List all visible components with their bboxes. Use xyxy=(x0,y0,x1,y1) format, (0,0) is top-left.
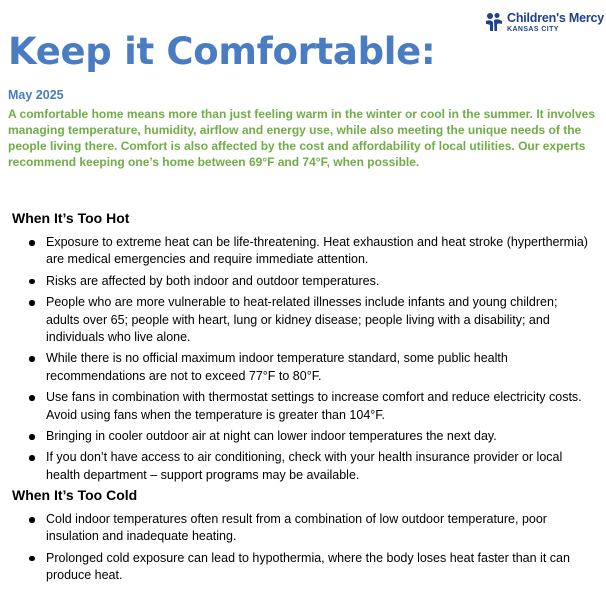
logo-name: Children's Mercy xyxy=(507,11,605,25)
childrens-mercy-logo xyxy=(485,12,604,33)
logo-subtitle: KANSAS CITY xyxy=(507,25,559,33)
section-heading-too-hot: When It’s Too Hot xyxy=(12,210,130,226)
too-hot-list xyxy=(0,234,600,488)
section-heading-too-cold: When It’s Too Cold xyxy=(12,487,138,503)
list-item: People who are more vulnerable to heat-related illnesses include infants and young children; adults over 65; people with heart, lung or kidney disease; people living with a disability; and individuals who live alone. xyxy=(0,294,600,346)
list-item: Risks are affected by both indoor and outdoor temperatures. xyxy=(0,273,600,290)
list-item: Exposure to extreme heat can be life-threatening. Heat exhaustion and heat stroke (hyperthermia) are medical emergencies and require immediate attention. xyxy=(0,234,600,269)
too-cold-list xyxy=(0,511,600,589)
list-item: Cold indoor temperatures often result from a combination of low outdoor temperature, poor insulation and inadequate heating. xyxy=(0,511,600,546)
childrens-mercy-logo-icon xyxy=(485,12,503,32)
list-item: Use fans in combination with thermostat settings to increase comfort and reduce electricity costs. Avoid using fans when the temperature is greater than 104°F. xyxy=(0,389,600,424)
publication-date: May 2025 xyxy=(8,88,64,102)
list-item: If you don’t have access to air conditioning, check with your health insurance provider or local health department – support programs may be available. xyxy=(0,449,600,484)
list-item: Prolonged cold exposure can lead to hypothermia, where the body loses heat faster than it can produce heat. xyxy=(0,550,600,585)
list-item: Bringing in cooler outdoor air at night can lower indoor temperatures the next day. xyxy=(0,428,600,445)
intro-paragraph: A comfortable home means more than just feeling warm in the winter or cool in the summer. It involves managing temperature, humidity, airflow and energy use, while also meeting the unique needs of the people living there. Comfort is also affected by the cost and affordability of local utilities. Our experts recommend keeping one’s home between 69°F and 74°F, when possible. xyxy=(8,107,596,169)
list-item: While there is no official maximum indoor temperature standard, some public health recommendations are not to exceed 77°F to 80°F. xyxy=(0,350,600,385)
page-title: Keep it Comfortable: xyxy=(8,30,436,73)
